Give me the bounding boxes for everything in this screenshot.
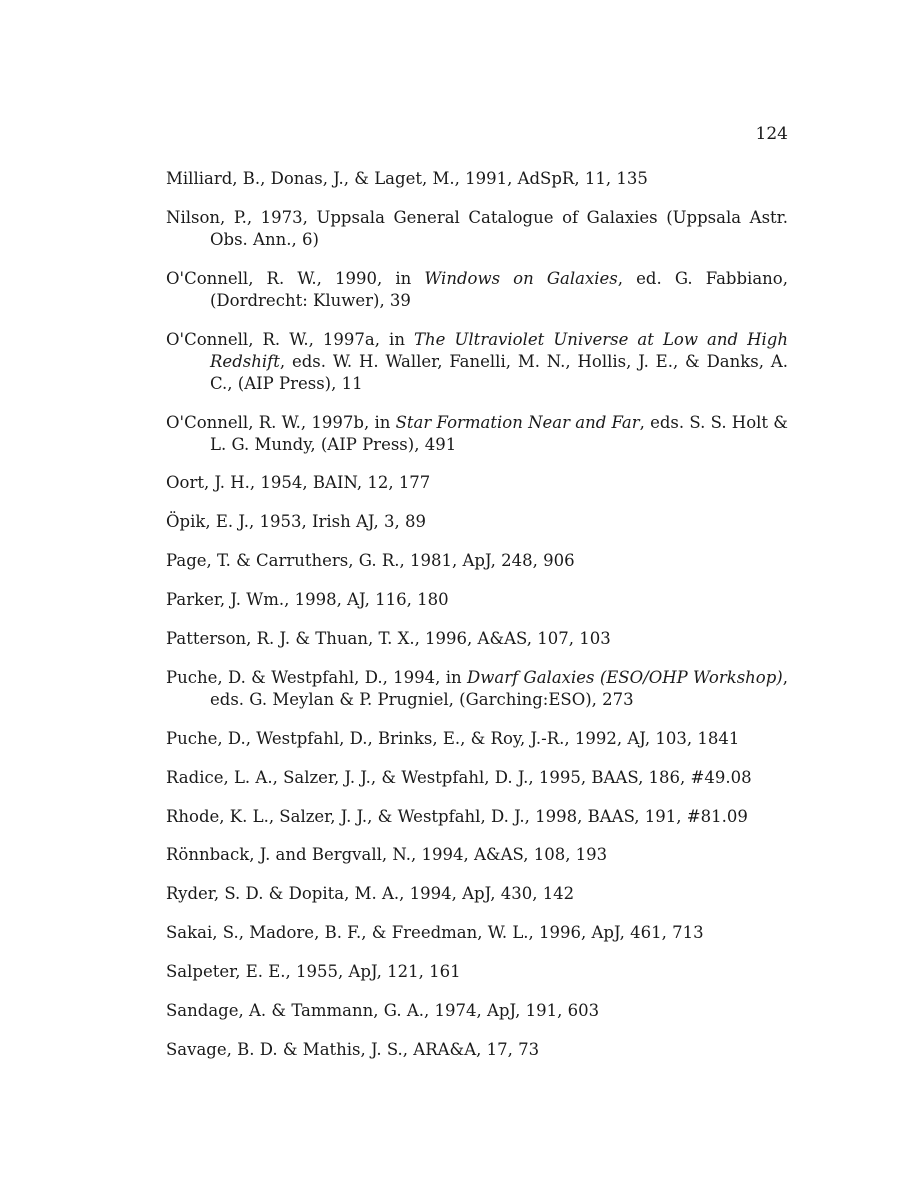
reference-text-continued: , eds. S. S. Holt & L. G. Mundy, (AIP Press), 491: [210, 412, 788, 454]
reference-text: Oort, J. H., 1954, BAIN, 12, 177: [166, 473, 431, 493]
reference-entry: [166, 767, 788, 789]
reference-text: Parker, J. Wm., 1998, AJ, 116, 180: [166, 590, 449, 610]
reference-entry: [166, 1000, 788, 1022]
reference-entry: [166, 628, 788, 650]
reference-entry: [166, 806, 788, 828]
reference-text: Patterson, R. J. & Thuan, T. X., 1996, A&AS, 107, 103: [166, 629, 611, 649]
reference-text: Sakai, S., Madore, B. F., & Freedman, W. L., 1996, ApJ, 461, 713: [166, 923, 704, 943]
reference-entry: [166, 168, 788, 190]
reference-title: Star Formation Near and Far: [395, 412, 640, 432]
reference-entry: [166, 412, 788, 456]
reference-text: O'Connell, R. W., 1997b, in: [166, 412, 396, 432]
reference-list: [166, 168, 788, 1078]
reference-entry: [166, 922, 788, 944]
reference-entry: [166, 511, 788, 533]
reference-entry: [166, 844, 788, 866]
reference-text: Ryder, S. D. & Dopita, M. A., 1994, ApJ, 430, 142: [166, 884, 575, 904]
reference-entry: [166, 883, 788, 905]
reference-text-continued: , ed. G. Fabbiano, (Dordrecht: Kluwer), 39: [210, 268, 788, 310]
reference-title: Windows on Galaxies: [424, 268, 618, 288]
reference-text: Page, T. & Carruthers, G. R., 1981, ApJ, 248, 906: [166, 551, 575, 571]
reference-text: Öpik, E. J., 1953, Irish AJ, 3, 89: [166, 512, 426, 532]
reference-text: Milliard, B., Donas, J., & Laget, M., 1991, AdSpR, 11, 135: [166, 169, 648, 188]
reference-entry: [166, 329, 788, 395]
reference-entry: [166, 961, 788, 983]
reference-text: Rhode, K. L., Salzer, J. J., & Westpfahl, D. J., 1998, BAAS, 191, #81.09: [166, 806, 748, 826]
reference-text: Radice, L. A., Salzer, J. J., & Westpfahl, D. J., 1995, BAAS, 186, #49.08: [166, 767, 752, 787]
reference-text: O'Connell, R. W., 1997a, in: [166, 329, 415, 349]
page-number: 124: [755, 124, 788, 144]
reference-text-continued: , eds. G. Meylan & P. Prugniel, (Garching:ESO), 273: [210, 667, 788, 709]
reference-entry: [166, 268, 788, 312]
reference-entry: [166, 207, 788, 251]
reference-text-continued: , eds. W. H. Waller, Fanelli, M. N., Hollis, J. E., & Danks, A. C., (AIP Press), 11: [210, 351, 788, 393]
reference-text: Salpeter, E. E., 1955, ApJ, 121, 161: [166, 962, 461, 982]
reference-entry: [166, 589, 788, 611]
reference-text: Sandage, A. & Tammann, G. A., 1974, ApJ, 191, 603: [166, 1001, 600, 1021]
reference-text: Nilson, P., 1973, Uppsala General Catalogue of Galaxies (Uppsala Astr. Obs. Ann., 6): [166, 207, 788, 249]
reference-entry: [166, 550, 788, 572]
reference-text: Puche, D., Westpfahl, D., Brinks, E., & Roy, J.-R., 1992, AJ, 103, 1841: [166, 728, 740, 748]
reference-title: Dwarf Galaxies (ESO/OHP Workshop): [467, 667, 783, 687]
reference-text: Rönnback, J. and Bergvall, N., 1994, A&AS, 108, 193: [166, 845, 608, 865]
reference-title: The Ultraviolet Universe at Low and High Redshift: [210, 329, 788, 371]
reference-entry: [166, 472, 788, 494]
reference-text: Savage, B. D. & Mathis, J. S., ARA&A, 17, 73: [166, 1039, 540, 1059]
reference-entry: [166, 728, 788, 750]
reference-entry: [166, 667, 788, 711]
reference-entry: [166, 1039, 788, 1061]
reference-text: O'Connell, R. W., 1990, in: [166, 268, 425, 288]
reference-text: Puche, D. & Westpfahl, D., 1994, in: [166, 667, 467, 687]
